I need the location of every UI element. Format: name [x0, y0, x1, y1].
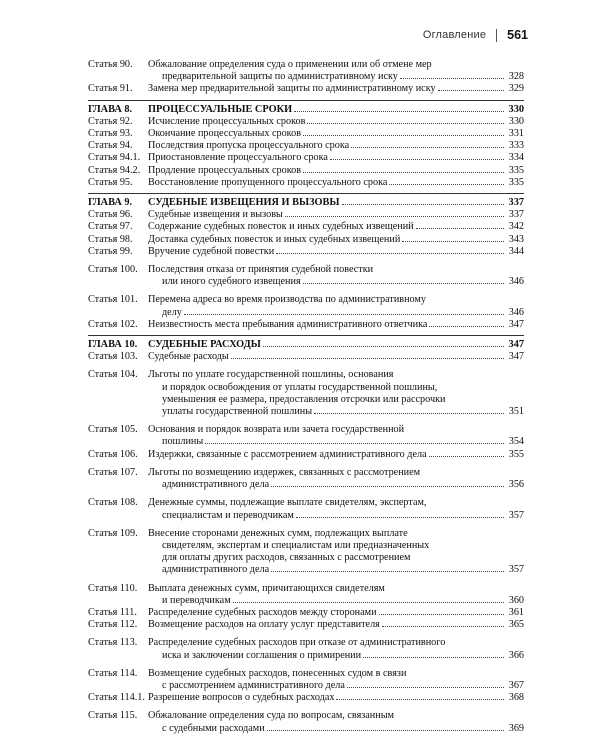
- page-header: [423, 28, 528, 42]
- entry-page-number: 355: [508, 448, 524, 460]
- entry-page-number: 369: [508, 722, 524, 734]
- toc-entry: [88, 528, 524, 577]
- dot-leader: [294, 111, 504, 112]
- toc-entry: [88, 351, 524, 363]
- entry-title-line: и порядок освобождения от уплаты государственной пошлины,: [162, 381, 438, 393]
- page-number: 561: [507, 28, 528, 42]
- entry-title-line: Распределение судебных расходов при отказе от административного: [148, 637, 446, 649]
- entry-text: [148, 104, 524, 116]
- entry-text: [148, 264, 524, 288]
- entry-text: [148, 424, 524, 448]
- entry-label: Статья 93.: [88, 128, 133, 140]
- entry-text: [148, 197, 524, 209]
- entry-title-line: Денежные суммы, подлежащие выплате свидетелям, экспертам,: [148, 497, 427, 509]
- dot-leader: [285, 216, 504, 217]
- entry-text: [148, 294, 524, 318]
- toc-entry: [88, 83, 524, 95]
- entry-label: Статья 109.: [88, 527, 138, 539]
- dot-leader: [342, 204, 504, 205]
- entry-label: Статья 115.: [88, 710, 138, 722]
- dot-leader: [351, 147, 504, 148]
- toc-entry: [88, 710, 524, 734]
- toc-entry: [88, 497, 524, 521]
- toc-entry: [88, 424, 524, 448]
- toc-entry: [88, 152, 524, 164]
- dot-leader: [276, 253, 504, 254]
- entry-label: Статья 113.: [88, 637, 138, 649]
- entry-label: Статья 114.: [88, 667, 138, 679]
- entry-title-line: Распределение судебных расходов между сторонами: [148, 606, 377, 618]
- toc-entry: [88, 692, 524, 704]
- entry-title-line: Восстановление пропущенного процессуального срока: [148, 176, 388, 188]
- toc-entry: [88, 637, 524, 661]
- dot-leader: [382, 626, 504, 627]
- entry-label: Статья 108.: [88, 497, 138, 509]
- entry-label: ГЛАВА 10.: [88, 339, 138, 351]
- entry-page-number: 330: [508, 115, 524, 127]
- entry-title-line: Последствия пропуска процессуального срока: [148, 140, 350, 152]
- entry-page-number: 329: [508, 83, 524, 95]
- toc-entry: [88, 234, 524, 246]
- entry-page-number: 354: [508, 436, 524, 448]
- entry-title-line: или иного судебного извещения: [162, 276, 301, 288]
- entry-label: Статья 101.: [88, 294, 138, 306]
- dot-leader: [231, 358, 504, 359]
- entry-page-number: 337: [508, 197, 524, 209]
- entry-title-line: делу: [162, 306, 182, 318]
- entry-page-number: 367: [508, 679, 524, 691]
- entry-page-number: 347: [508, 339, 524, 351]
- entry-page-number: 360: [508, 594, 524, 606]
- dot-leader: [438, 90, 504, 91]
- entry-text: [148, 140, 524, 152]
- entry-title-line: СУДЕБНЫЕ РАСХОДЫ: [148, 339, 261, 351]
- dot-leader: [363, 657, 504, 658]
- entry-label: Статья 94.: [88, 140, 133, 152]
- toc-entry: [88, 221, 524, 233]
- entry-page-number: 331: [508, 128, 524, 140]
- entry-title-line: Издержки, связанные с рассмотрением административного дела: [148, 448, 427, 460]
- entry-title-line: пошлины: [162, 436, 204, 448]
- entry-title-line: Неизвестность места пребывания административного ответчика: [148, 318, 428, 330]
- entry-label: Статья 94.1.: [88, 152, 141, 164]
- header-divider: [496, 29, 497, 42]
- entry-text: [148, 449, 524, 461]
- toc-entry: [88, 264, 524, 288]
- entry-title-line: и переводчикам: [162, 594, 231, 606]
- entry-label: Статья 96.: [88, 209, 133, 221]
- dot-leader: [314, 413, 504, 414]
- toc-chapter: [88, 104, 524, 116]
- entry-text: [148, 583, 524, 607]
- entry-title-line: административного дела: [162, 564, 270, 576]
- dot-leader: [336, 699, 504, 700]
- entry-text: [148, 339, 524, 351]
- entry-page-number: 342: [508, 221, 524, 233]
- entry-label: Статья 95.: [88, 176, 133, 188]
- entry-page-number: 347: [508, 351, 524, 363]
- toc-entry: [88, 165, 524, 177]
- entry-title-line: Судебные расходы: [148, 351, 229, 363]
- dot-leader: [303, 172, 504, 173]
- entry-title-line: свидетелям, экспертам и специалистам или предназначенных: [162, 539, 430, 551]
- entry-label: Статья 105.: [88, 424, 138, 436]
- toc-entry: [88, 246, 524, 258]
- dot-leader: [303, 135, 504, 136]
- toc-entry: [88, 467, 524, 491]
- entry-page-number: 346: [508, 276, 524, 288]
- entry-text: [148, 668, 524, 692]
- dot-leader: [307, 123, 504, 124]
- dot-leader: [330, 159, 504, 160]
- entry-title-line: Льготы по возмещению издержек, связанных с рассмотрением: [148, 466, 421, 478]
- entry-label: Статья 112.: [88, 619, 138, 631]
- entry-text: [148, 83, 524, 95]
- dot-leader: [389, 184, 504, 185]
- entry-title-line: ПРОЦЕССУАЛЬНЫЕ СРОКИ: [148, 103, 293, 115]
- entry-label: Статья 92.: [88, 115, 133, 127]
- toc-entry: [88, 140, 524, 152]
- entry-label: Статья 100.: [88, 264, 138, 276]
- entry-label: Статья 111.: [88, 606, 137, 618]
- entry-text: [148, 59, 524, 83]
- toc-entry: [88, 449, 524, 461]
- toc-entry: [88, 59, 524, 83]
- entry-label: Статья 91.: [88, 83, 133, 95]
- dot-leader: [267, 730, 504, 731]
- entry-page-number: 335: [508, 176, 524, 188]
- entry-page-number: 334: [508, 152, 524, 164]
- entry-text: [148, 165, 524, 177]
- entry-label: Статья 110.: [88, 582, 138, 594]
- entry-text: [148, 177, 524, 189]
- entry-title-line: предварительной защиты по административному иску: [162, 71, 398, 83]
- entry-title-line: Судебные извещения и вызовы: [148, 209, 283, 221]
- entry-text: [148, 152, 524, 164]
- dot-leader: [296, 517, 504, 518]
- entry-label: Статья 90.: [88, 59, 133, 70]
- entry-label: Статья 103.: [88, 351, 138, 363]
- entry-label: Статья 106.: [88, 448, 138, 460]
- entry-text: [148, 234, 524, 246]
- entry-title-line: Перемена адреса во время производства по административному: [148, 294, 426, 306]
- toc-entry: [88, 583, 524, 607]
- dot-leader: [429, 326, 504, 327]
- entry-page-number: 368: [508, 692, 524, 704]
- entry-text: [148, 497, 524, 521]
- toc-entry: [88, 668, 524, 692]
- entry-text: [148, 692, 524, 704]
- toc-entry: [88, 294, 524, 318]
- entry-title-line: Обжалование определения суда по вопросам, связанным: [148, 710, 395, 722]
- entry-label: ГЛАВА 8.: [88, 103, 133, 115]
- toc-entry: [88, 319, 524, 331]
- toc-chapter: [88, 339, 524, 351]
- entry-page-number: 335: [508, 164, 524, 176]
- entry-title-line: Внесение сторонами денежных сумм, подлежащих выплате: [148, 527, 408, 539]
- entry-title-line: Окончание процессуальных сроков: [148, 128, 302, 140]
- entry-title-line: Основания и порядок возврата или зачета государственной: [148, 424, 405, 436]
- entry-text: [148, 221, 524, 233]
- entry-page-number: 357: [508, 564, 524, 576]
- entry-label: Статья 98.: [88, 233, 133, 245]
- entry-title-line: уплаты государственной пошлины: [162, 406, 313, 418]
- entry-label: ГЛАВА 9.: [88, 197, 133, 209]
- entry-title-line: для оплаты других расходов, связанных с рассмотрением: [162, 552, 411, 564]
- dot-leader: [402, 241, 504, 242]
- entry-page-number: 365: [508, 619, 524, 631]
- entry-text: [148, 710, 524, 734]
- entry-title-line: с судебными расходами: [162, 722, 265, 734]
- entry-text: [148, 116, 524, 128]
- entry-title-line: уменьшения ее размера, предоставления отсрочки или рассрочки: [162, 393, 446, 405]
- entry-title-line: Содержание судебных повесток и иных судебных извещений: [148, 221, 414, 233]
- toc-entry: [88, 177, 524, 189]
- entry-page-number: 343: [508, 233, 524, 245]
- entry-page-number: 357: [508, 509, 524, 521]
- table-of-contents: [88, 53, 524, 735]
- dot-leader: [347, 687, 504, 688]
- entry-page-number: 346: [508, 306, 524, 318]
- entry-title-line: иска и заключении соглашения о примирении: [162, 649, 362, 661]
- entry-label: Статья 114.1.: [88, 692, 145, 704]
- entry-text: [148, 467, 524, 491]
- entry-title-line: Продление процессуальных сроков: [148, 164, 302, 176]
- entry-label: Статья 104.: [88, 369, 138, 381]
- entry-text: [148, 369, 524, 418]
- toc-entry: [88, 116, 524, 128]
- chapter-rule: [88, 335, 524, 336]
- toc-entry: [88, 209, 524, 221]
- entry-page-number: 366: [508, 649, 524, 661]
- toc-entry: [88, 128, 524, 140]
- entry-text: [148, 128, 524, 140]
- entry-text: [148, 637, 524, 661]
- entry-title-line: с рассмотрением административного дела: [162, 679, 345, 691]
- chapter-rule: [88, 100, 524, 101]
- entry-text: [148, 246, 524, 258]
- entry-text: [148, 619, 524, 631]
- dot-leader: [416, 228, 504, 229]
- entry-title-line: Приостановление процессуального срока: [148, 152, 328, 164]
- entry-text: [148, 209, 524, 221]
- entry-title-line: Льготы по уплате государственной пошлины, основания: [148, 369, 394, 381]
- entry-label: Статья 107.: [88, 466, 138, 478]
- entry-title-line: Последствия отказа от принятия судебной повестки: [148, 264, 374, 276]
- entry-title-line: Возмещение судебных расходов, понесенных судом в связи: [148, 667, 407, 679]
- dot-leader: [271, 486, 504, 487]
- chapter-rule: [88, 193, 524, 194]
- toc-entry: [88, 607, 524, 619]
- entry-label: Статья 97.: [88, 221, 133, 233]
- entry-title-line: Доставка судебных повесток и иных судебных извещений: [148, 233, 401, 245]
- dot-leader: [184, 314, 504, 315]
- entry-text: [148, 607, 524, 619]
- dot-leader: [205, 443, 504, 444]
- entry-title-line: Замена мер предварительной защиты по административному иску: [148, 83, 436, 95]
- dot-leader: [303, 283, 504, 284]
- entry-title-line: административного дела: [162, 479, 270, 491]
- dot-leader: [263, 346, 504, 347]
- entry-title-line: Обжалование определения суда о применении или об отмене мер: [148, 59, 432, 70]
- entry-label: Статья 94.2.: [88, 164, 141, 176]
- entry-page-number: 361: [508, 606, 524, 618]
- entry-page-number: 337: [508, 209, 524, 221]
- entry-text: [148, 351, 524, 363]
- entry-title-line: Разрешение вопросов о судебных расходах: [148, 692, 335, 704]
- entry-title-line: Вручение судебной повестки: [148, 245, 275, 257]
- entry-page-number: 351: [508, 406, 524, 418]
- entry-title-line: Возмещение расходов на оплату услуг представителя: [148, 619, 380, 631]
- dot-leader: [271, 571, 504, 572]
- entry-title-line: СУДЕБНЫЕ ИЗВЕЩЕНИЯ И ВЫЗОВЫ: [148, 197, 340, 209]
- entry-page-number: 356: [508, 479, 524, 491]
- toc-entry: [88, 619, 524, 631]
- toc-entry: [88, 369, 524, 418]
- entry-text: [148, 528, 524, 577]
- dot-leader: [379, 614, 504, 615]
- running-title: Оглавление: [422, 29, 487, 41]
- entry-title-line: Выплата денежных сумм, причитающихся свидетелям: [148, 582, 385, 594]
- dot-leader: [400, 78, 504, 79]
- dot-leader: [233, 602, 504, 603]
- toc-chapter: [88, 197, 524, 209]
- entry-title-line: специалистам и переводчикам: [162, 509, 294, 521]
- entry-page-number: 333: [508, 140, 524, 152]
- dot-leader: [429, 456, 504, 457]
- entry-page-number: 347: [508, 318, 524, 330]
- entry-page-number: 330: [508, 103, 524, 115]
- entry-page-number: 344: [508, 245, 524, 257]
- entry-text: [148, 319, 524, 331]
- entry-label: Статья 99.: [88, 245, 133, 257]
- entry-page-number: 328: [508, 71, 524, 83]
- entry-title-line: Исчисление процессуальных сроков: [148, 115, 306, 127]
- entry-label: Статья 102.: [88, 318, 138, 330]
